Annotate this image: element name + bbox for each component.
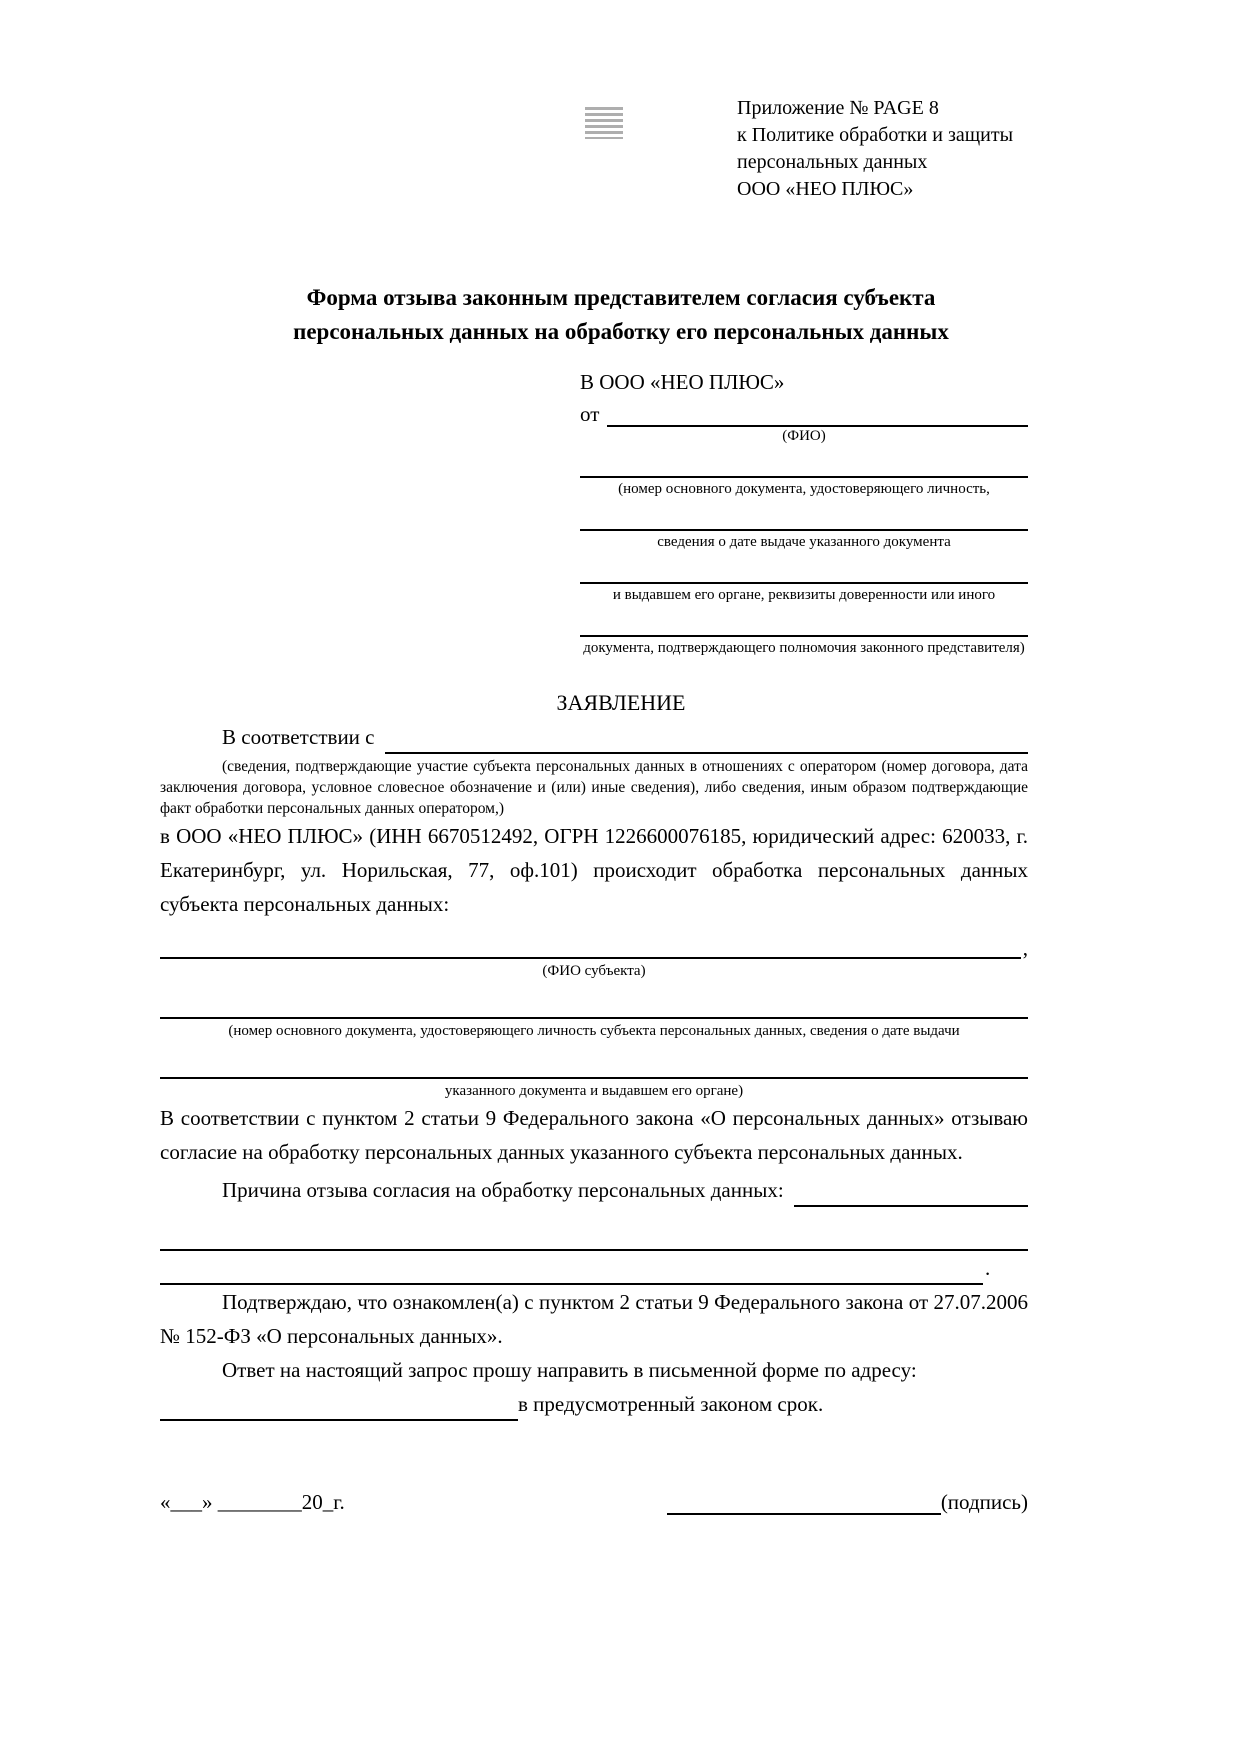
subject-doc-caption-1: (номер основного документа, удостоверяющего личность субъекта персональных данных, сведения о дате выдачи <box>228 1023 960 1039</box>
reply-term-text: в предусмотренный законом срок. <box>518 1392 824 1416</box>
reason-prefix: Причина отзыва согласия на обработку персональных данных: <box>222 1178 784 1202</box>
reason-blank-line-3 <box>160 1257 983 1285</box>
header-block <box>0 0 1242 203</box>
accordance-row <box>160 720 1028 754</box>
embedded-lines-icon <box>585 107 623 139</box>
addressee-block <box>580 369 1028 658</box>
accordance-prefix: В соответствии с <box>222 725 375 749</box>
reason-row <box>160 1173 1028 1207</box>
reason-blank-line <box>794 1205 1028 1207</box>
signature-caption: (подпись) <box>940 1490 1028 1514</box>
reply-address-blank-line <box>160 1389 518 1421</box>
signature-line <box>667 1487 941 1515</box>
reason-tail-period: . <box>985 1256 991 1280</box>
addressee-to: В ООО «НЕО ПЛЮС» <box>580 370 785 394</box>
subject-fio-blank-line <box>160 923 1021 959</box>
addressee-field-representative-authority <box>580 605 1028 658</box>
appendix-line-1: Приложение № PAGE 8 <box>737 97 939 119</box>
reply-address-row <box>160 1387 1028 1421</box>
subject-document-field-1 <box>160 983 1028 1041</box>
appendix-header <box>737 95 1242 203</box>
from-prefix: от <box>580 402 600 426</box>
withdrawal-paragraph: В соответствии с пунктом 2 статьи 9 Федерального закона «О персональных данных» отзываю согласие на обработку персональных данных указанного субъекта персональных данных. <box>160 1106 1028 1164</box>
confirmation-paragraph: Подтверждаю, что ознакомлен(а) с пунктом 2 статьи 9 Федерального закона от 27.07.2006 № 152-ФЗ «О персональных данных». <box>160 1290 1028 1348</box>
from-row <box>580 401 1028 427</box>
document-title <box>0 281 1242 349</box>
subject-fio-suffix: , <box>1022 936 1028 960</box>
statement-body <box>160 720 1028 1421</box>
field-caption: (номер основного документа, удостоверяющего личность, <box>618 481 990 497</box>
subject-fio-caption: (ФИО субъекта) <box>542 963 646 979</box>
field-caption: и выдавшем его органе, реквизиты доверенности или иного <box>612 587 996 603</box>
document-title-line-1: Форма отзыва законным представителем согласия субъекта <box>306 285 936 310</box>
blank-line <box>580 499 1028 531</box>
subject-document-field-2 <box>160 1043 1028 1101</box>
basis-note: (сведения, подтверждающие участие субъекта персональных данных в отношениях с оператором (номер договора, дата заключения договора, условное словесное обозначение и (или) иные сведения), либо сведения, иным образом подтверждающие факт обработки персональных данных оператором,) <box>160 758 1028 817</box>
date-field: «___» ________20_г. <box>160 1490 345 1514</box>
appendix-line-4: ООО «НЕО ПЛЮС» <box>737 178 914 200</box>
document-title-line-2: персональных данных на обработку его персональных данных <box>293 319 949 344</box>
addressee-field-doc-number <box>580 446 1028 499</box>
footer-row <box>160 1487 1028 1515</box>
reply-address-paragraph: Ответ на настоящий запрос прошу направить в письменной форме по адресу: <box>222 1358 917 1382</box>
subject-fio-field <box>160 923 1028 981</box>
subject-doc-caption-2: указанного документа и выдавшем его органе) <box>444 1083 744 1099</box>
subject-doc-blank-line <box>160 983 1028 1019</box>
field-caption: сведения о дате выдаче указанного документа <box>657 534 951 550</box>
blank-line <box>580 446 1028 478</box>
addressee-field-issuing-authority <box>580 552 1028 605</box>
accordance-blank-line <box>385 752 1029 754</box>
addressee-field-issue-date <box>580 499 1028 552</box>
field-caption: документа, подтверждающего полномочия законного представителя) <box>583 640 1025 656</box>
statement-heading: ЗАЯВЛЕНИЕ <box>556 690 686 715</box>
appendix-line-3: персональных данных <box>737 151 928 173</box>
reason-blank-row-3 <box>160 1251 1028 1285</box>
appendix-line-2: к Политике обработки и защиты <box>737 124 1014 146</box>
operator-paragraph: в ООО «НЕО ПЛЮС» (ИНН 6670512492, ОГРН 1226600076185, юридический адрес: 620033, г. Екатеринбург, ул. Норильская, 77, оф.101) происходит обработка персональных данных субъекта персональных данных: <box>160 824 1028 916</box>
blank-line <box>580 605 1028 637</box>
reason-blank-line-2 <box>160 1207 1028 1251</box>
subject-doc-blank-line-2 <box>160 1043 1028 1079</box>
blank-line <box>580 552 1028 584</box>
fio-caption: (ФИО) <box>782 428 826 444</box>
